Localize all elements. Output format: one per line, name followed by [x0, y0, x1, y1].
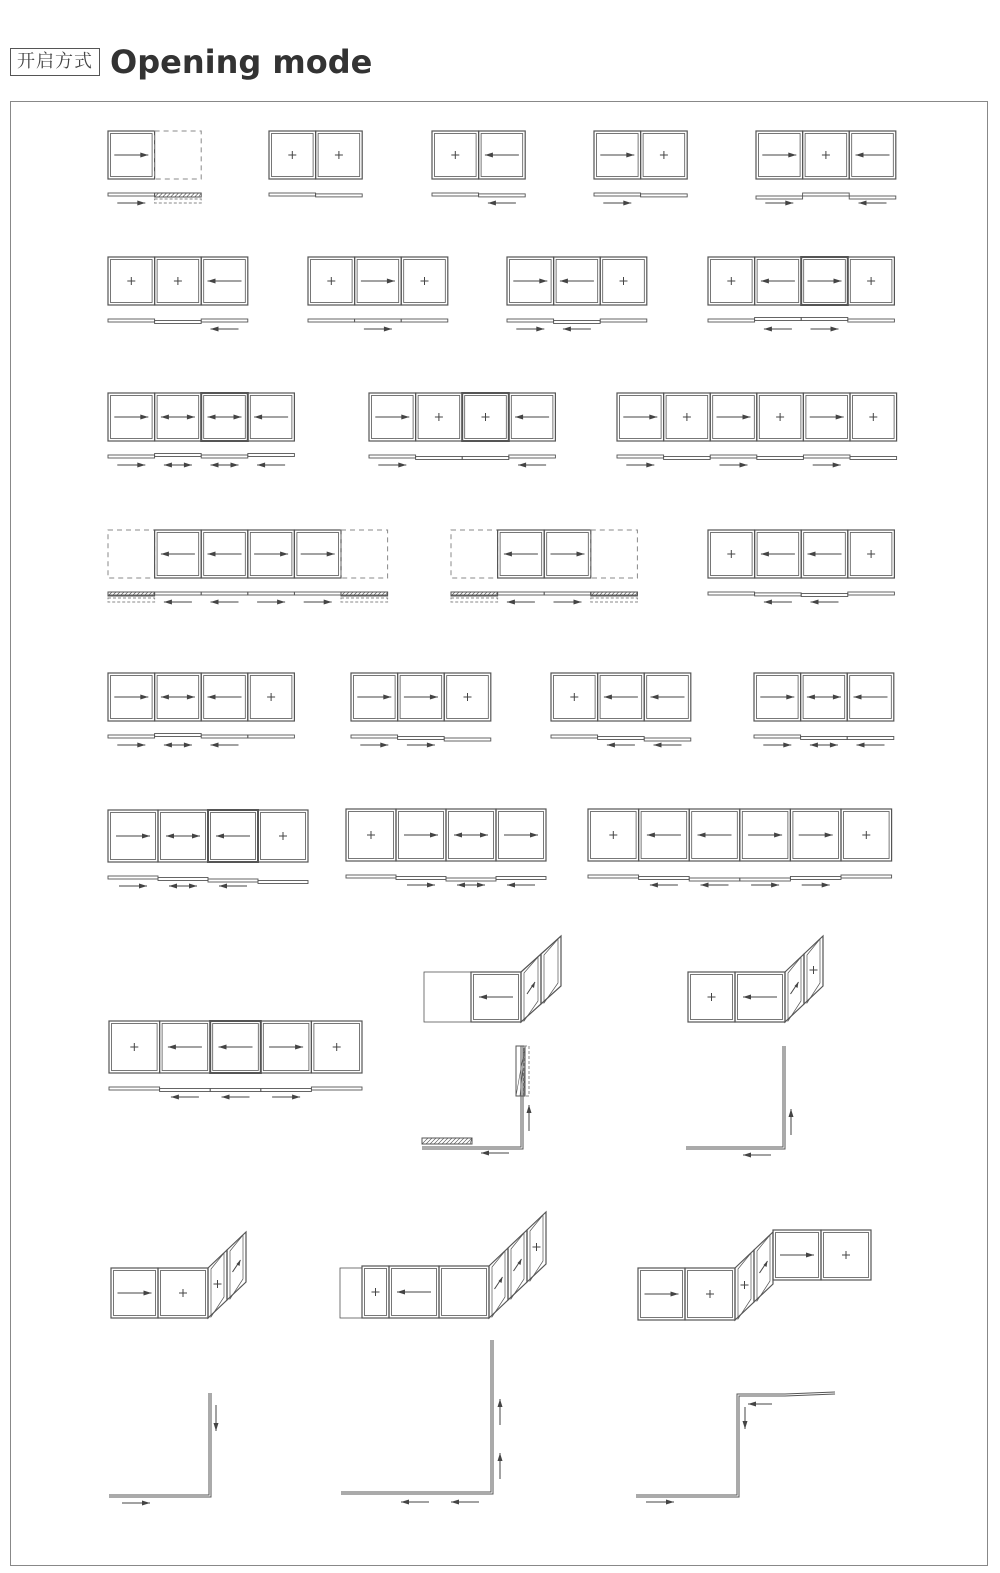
arrow-head [518, 463, 526, 468]
arrow-head [785, 201, 793, 206]
arrow-head [140, 695, 148, 700]
track-segment [617, 455, 664, 458]
arrow-head [831, 327, 839, 332]
arrow-head [166, 834, 174, 839]
track-segment [496, 877, 546, 880]
arrow-head [384, 327, 392, 332]
arrow-head [137, 743, 145, 748]
track-segment [432, 193, 479, 196]
arrow-head [161, 415, 169, 420]
open-space-plan [341, 598, 388, 602]
open-space-panel [108, 530, 155, 578]
track-segment [740, 878, 791, 881]
track-segment [201, 735, 248, 738]
arrow-head [140, 415, 148, 420]
track-segment [554, 321, 601, 324]
corner-track-inner [109, 1393, 210, 1496]
arrow-head [184, 463, 192, 468]
arrow-head [666, 1500, 674, 1505]
arrow-head [234, 415, 242, 420]
arrow-head [164, 463, 172, 468]
track-segment [801, 318, 848, 321]
arrow-head [743, 995, 751, 1000]
track-segment [108, 319, 155, 322]
arrow-head [430, 695, 438, 700]
track-segment [155, 592, 202, 595]
arrow-head [485, 153, 493, 158]
track-segment [708, 319, 755, 322]
track-segment [208, 879, 258, 882]
arrow-head [859, 201, 867, 206]
arrow-head [219, 884, 227, 889]
hatch-line [183, 193, 187, 197]
hatch-line [187, 193, 191, 197]
arrow-head [701, 883, 709, 888]
arrow-head [187, 695, 195, 700]
track-segment [108, 455, 155, 458]
open-space-panel [451, 530, 498, 578]
track-segment [594, 193, 641, 196]
track-segment [803, 193, 850, 196]
track-segment [756, 196, 803, 199]
arrow-head [646, 463, 654, 468]
arrow-head [380, 743, 388, 748]
arrow-head [825, 833, 833, 838]
arrow-head [607, 743, 615, 748]
arrow-head [479, 995, 487, 1000]
arrow-head [164, 743, 172, 748]
corner-track [686, 1046, 784, 1148]
arrow-head [254, 415, 262, 420]
arrow-head [208, 415, 216, 420]
arrow-head [626, 153, 634, 158]
track-segment [507, 319, 554, 322]
arrow-head [324, 600, 332, 605]
track-segment [849, 196, 896, 199]
arrow-head [786, 695, 794, 700]
track-segment [551, 735, 598, 738]
hatch-line [171, 193, 175, 197]
track-segment [416, 457, 463, 460]
track-segment [346, 875, 396, 878]
track-segment [803, 455, 850, 458]
arrow-head [536, 327, 544, 332]
track-segment [801, 737, 848, 740]
arrow-head [161, 695, 169, 700]
arrow-head [222, 1095, 230, 1100]
track-segment [641, 194, 688, 197]
section-title-zh: 开启方式 [10, 48, 100, 76]
track-segment [355, 319, 402, 322]
arrow-head [830, 743, 838, 748]
corner-track-inner [341, 1340, 492, 1493]
track-segment [248, 592, 295, 595]
arrow-head [808, 552, 816, 557]
arrow-head [650, 883, 658, 888]
arrow-head [401, 415, 409, 420]
door-panel-angled-inner [524, 957, 538, 1021]
hatch-line [163, 193, 167, 197]
track-segment [689, 878, 740, 881]
track-segment [801, 594, 848, 597]
arrow-head [743, 1153, 751, 1158]
arrow-head [774, 833, 782, 838]
track-segment [201, 592, 248, 595]
arrow-head [788, 153, 796, 158]
track-segment [848, 592, 895, 595]
track-segment [109, 1087, 160, 1090]
track-segment [509, 455, 556, 458]
corner-track-inner [686, 1046, 784, 1148]
track-segment [401, 319, 448, 322]
arrow-head [481, 1151, 489, 1156]
section-title-en: Opening mode [110, 43, 373, 81]
corner-track [636, 1393, 835, 1496]
track-segment [479, 194, 526, 197]
arrow-head [647, 833, 655, 838]
arrow-head [427, 743, 435, 748]
hatch-line [155, 193, 159, 197]
arrow-head [743, 1421, 748, 1429]
arrow-head [457, 883, 465, 888]
track-segment [644, 738, 691, 741]
arrow-head [507, 600, 515, 605]
arrow-head [857, 743, 865, 748]
track-segment [155, 734, 202, 737]
arrow-head [169, 884, 177, 889]
arrow-head [623, 201, 631, 206]
arrow-head [783, 743, 791, 748]
arrow-head [654, 743, 662, 748]
hatch-line [195, 193, 199, 197]
arrow-head [295, 1045, 303, 1050]
track-segment [269, 193, 316, 196]
arrow-head [806, 1253, 814, 1258]
arrow-head [834, 279, 842, 284]
track-segment [261, 1089, 312, 1092]
track-segment [757, 457, 804, 460]
arrow-head [771, 883, 779, 888]
arrow-head [211, 600, 219, 605]
track-segment [848, 319, 895, 322]
arrow-head [401, 1500, 409, 1505]
track-segment [248, 454, 295, 457]
arrow-head [144, 1291, 152, 1296]
arrow-head [142, 834, 150, 839]
arrow-head [397, 1290, 405, 1295]
arrow-head [836, 415, 844, 420]
corner-track-inner [422, 1046, 522, 1148]
track-segment [201, 455, 248, 458]
arrow-head [822, 883, 830, 888]
track-segment [841, 875, 892, 878]
arrow-head [208, 695, 216, 700]
hatch-line [167, 193, 171, 197]
arrow-head [577, 552, 585, 557]
arrow-head [192, 834, 200, 839]
corner-track [109, 1393, 210, 1496]
arrow-head [560, 279, 568, 284]
arrow-head [480, 833, 488, 838]
arrow-head [761, 279, 769, 284]
track-segment [351, 735, 398, 738]
corner-track-inner [636, 1393, 835, 1496]
arrow-head [387, 279, 395, 284]
track-segment [369, 455, 416, 458]
arrow-head [430, 833, 438, 838]
track-segment [639, 877, 690, 880]
open-space-panel [340, 1268, 362, 1318]
track-segment [444, 738, 491, 741]
arrow-head [219, 1045, 227, 1050]
arrow-head [807, 695, 815, 700]
arrow-head [740, 463, 748, 468]
arrow-head [280, 552, 288, 557]
arrow-head [211, 463, 219, 468]
hatch-line [159, 193, 163, 197]
arrow-head [277, 600, 285, 605]
arrow-head [214, 1423, 219, 1431]
arrow-head [427, 883, 435, 888]
corner-track [422, 1046, 522, 1148]
arrow-head [383, 695, 391, 700]
arrow-head [171, 1095, 179, 1100]
track-segment [498, 592, 545, 595]
track-segment [160, 1089, 211, 1092]
track-segment [248, 735, 295, 738]
arrow-head [216, 834, 224, 839]
arrow-head [651, 695, 659, 700]
arrow-head [488, 201, 496, 206]
arrow-head [539, 279, 547, 284]
track-segment [396, 877, 446, 880]
arrow-head [498, 1399, 503, 1407]
track-segment [210, 1089, 261, 1092]
arrow-head [451, 1500, 459, 1505]
arrow-head [563, 327, 571, 332]
open-space-plan [591, 598, 638, 602]
track-segment [847, 737, 894, 740]
hatch-line [191, 193, 195, 197]
arrow-head [649, 415, 657, 420]
track-segment [754, 735, 801, 738]
door-panel-inner [442, 1269, 487, 1316]
arrow-head [164, 600, 172, 605]
open-space-panel [591, 530, 638, 578]
arrow-head [761, 552, 769, 557]
open-space-plan [108, 598, 155, 602]
arrow-head [292, 1095, 300, 1100]
arrow-head [574, 600, 582, 605]
arrow-head [139, 884, 147, 889]
arrow-head [764, 600, 772, 605]
arrow-head [530, 833, 538, 838]
arrow-head [142, 1501, 150, 1506]
arrow-head [507, 883, 515, 888]
track-segment [398, 737, 445, 740]
arrow-head [698, 833, 706, 838]
arrow-head [515, 415, 523, 420]
hatch-line [179, 193, 183, 197]
track-segment [201, 319, 248, 322]
open-space-plan [451, 598, 498, 602]
track-segment [710, 455, 757, 458]
arrow-head [504, 552, 512, 557]
arrow-head [137, 463, 145, 468]
track-segment [108, 735, 155, 738]
track-segment [755, 593, 802, 596]
track-segment [294, 592, 341, 595]
arrow-head [527, 1105, 532, 1113]
arrow-head [187, 415, 195, 420]
arrow-head [810, 743, 818, 748]
track-segment [155, 321, 202, 324]
arrow-head [231, 463, 239, 468]
track-segment [308, 319, 355, 322]
track-segment [155, 454, 202, 457]
track-segment [664, 457, 711, 460]
arrow-head [748, 1402, 756, 1407]
door-panel [439, 1266, 489, 1318]
arrow-head [477, 883, 485, 888]
corner-track [341, 1340, 492, 1493]
arrow-head [137, 201, 145, 206]
arrow-head [811, 600, 819, 605]
track-segment [755, 318, 802, 321]
arrow-head [398, 463, 406, 468]
track-segment [600, 319, 647, 322]
track-segment [311, 1087, 362, 1090]
track-segment [462, 457, 509, 460]
open-space-plan [155, 199, 202, 203]
arrow-head [140, 153, 148, 158]
open-space-panel [341, 530, 388, 578]
arrow-head [789, 1109, 794, 1117]
arrow-head [168, 1045, 176, 1050]
arrow-head [184, 743, 192, 748]
arrow-head [327, 552, 335, 557]
track-segment [708, 592, 755, 595]
arrow-head [257, 463, 265, 468]
track-segment [850, 457, 897, 460]
track-segment [544, 592, 591, 595]
arrow-head [208, 279, 216, 284]
door-panel-angled-inner [544, 939, 558, 1003]
arrow-head [671, 1292, 679, 1297]
arrow-head [833, 695, 841, 700]
arrow-head [161, 552, 169, 557]
arrow-head [854, 695, 862, 700]
arrow-head [764, 327, 772, 332]
track-segment [316, 194, 363, 197]
hatch-line [175, 193, 179, 197]
arrow-head [454, 833, 462, 838]
open-space-panel [424, 972, 471, 1022]
arrow-head [208, 552, 216, 557]
arrow-head [743, 415, 751, 420]
track-segment [446, 878, 496, 881]
track-segment [598, 737, 645, 740]
track-segment [108, 193, 155, 196]
arrow-head [211, 743, 219, 748]
track-segment [108, 876, 158, 879]
arrow-head [189, 884, 197, 889]
arrow-head [856, 153, 864, 158]
arrow-head [833, 463, 841, 468]
track-segment [588, 875, 639, 878]
arrow-head [498, 1453, 503, 1461]
arrow-head [604, 695, 612, 700]
track-segment [258, 881, 308, 884]
track-segment [790, 877, 841, 880]
open-space-panel [155, 131, 202, 179]
arrow-head [211, 327, 219, 332]
track-segment [158, 878, 208, 881]
